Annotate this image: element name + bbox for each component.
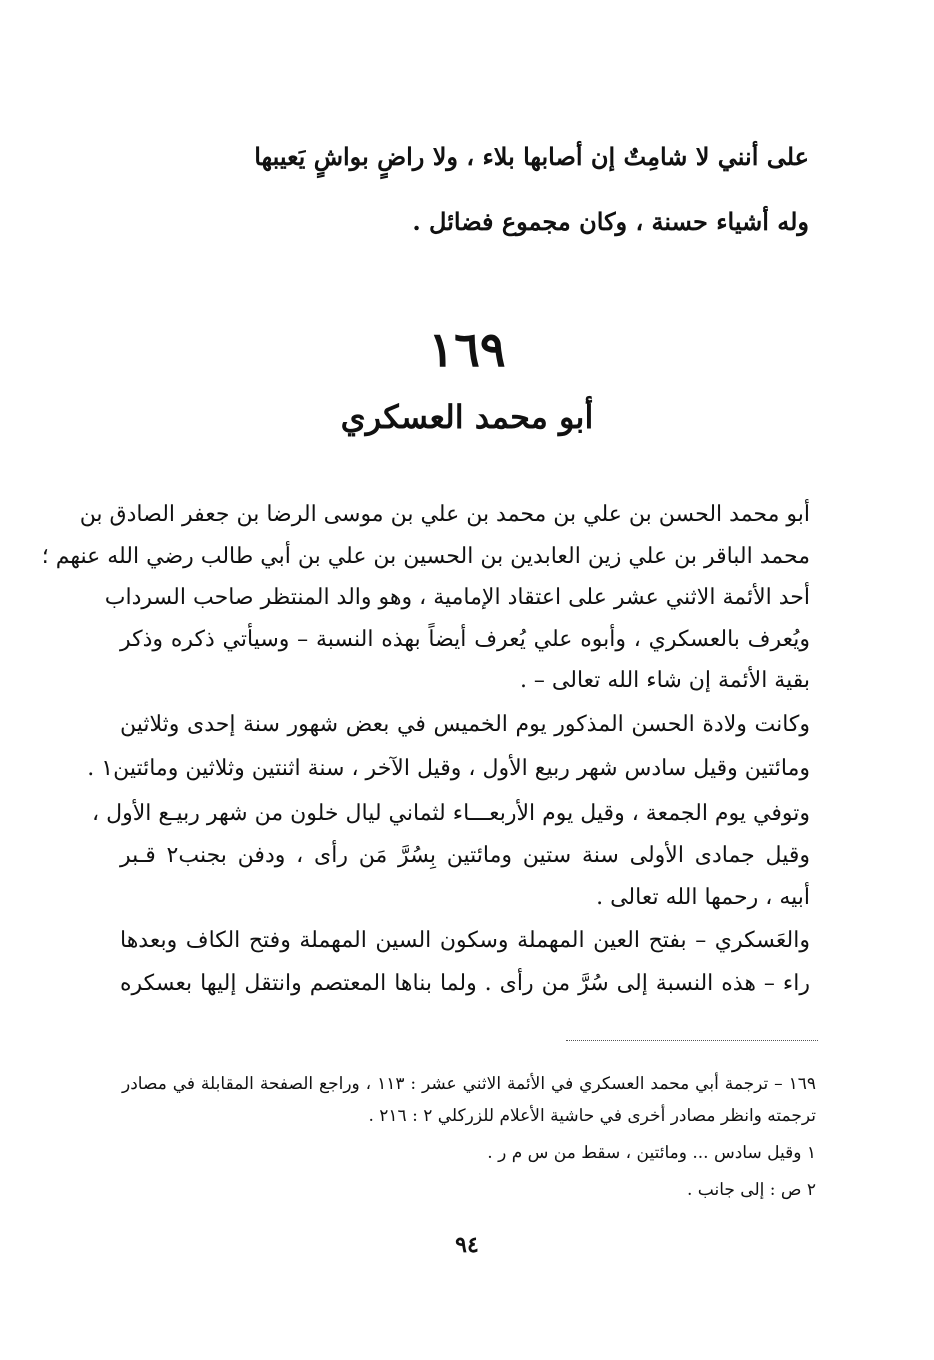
verse-line-2: وله أشياء حسنة ، وكان مجموع فضائل . [412,207,809,236]
body-line: والعَسكري – بفتح العين المهملة وسكون السين المهملة وفتح الكاف وبعدها [120,928,810,953]
footnote-note-2: ٢ ص : إلى جانب . [686,1180,816,1200]
footnote-note-1: ١ وقيل سادس ... ومائتين ، سقط من س م ر . [487,1143,816,1163]
body-line: راء – هذه النسبة إلى سُرَّ من رأى . ولما بناها المعتصم وانتقل إليها بعسكره [120,971,810,996]
verse-line-1: على أنني لا شامِتٌ إن أصابها بلاء ، ولا راضٍ بواشٍ يَعيبها [254,142,809,171]
footnote-separator [566,1040,818,1041]
entry-number: ١٦٩ [428,322,506,378]
body-line: أبو محمد الحسن بن علي بن محمد بن علي بن موسى الرضا بن جعفر الصادق بن [79,502,810,527]
body-line: وكانت ولادة الحسن المذكور يوم الخميس في بعض شهور سنة إحدى وثلاثين [120,712,810,737]
body-line: وقيل جمادى الأولى سنة ستين ومائتين بِسُرَّ مَن رأى ، ودفن بجنب٢ قـبر [120,843,810,868]
body-line: بقية الأئمة إن شاء الله تعالى – . [519,668,810,693]
body-line: ومائتين وقيل سادس شهر ربيع الأول ، وقيل الآخر ، سنة اثنتين وثلاثين ومائتين١ . [87,756,810,781]
footnote-main-line: ترجمته وانظر مصادر أخرى في حاشية الأعلام للزركلي ٢ : ٢١٦ . [368,1106,816,1126]
footnote-main-line: ١٦٩ – ترجمة أبي محمد العسكري في الأئمة الاثني عشر : ١١٣ ، وراجع الصفحة المقابلة في مصادر [122,1074,816,1094]
body-line: ويُعرف بالعسكري ، وأبوه علي يُعرف أيضاً بهذه النسبة – وسيأتي ذكره وذكر [120,627,810,652]
body-line: أحد الأئمة الاثني عشر على اعتقاد الإمامية ، وهو والد المنتظر صاحب السرداب [104,585,810,610]
body-line: وتوفي يوم الجمعة ، وقيل يوم الأربعـــاء لثماني ليال خلون من شهر ربيـع الأول ، [92,801,810,826]
entry-title: أبو محمد العسكري [340,398,594,436]
body-line: محمد الباقر بن علي زين العابدين بن الحسين بن علي بن أبي طالب رضي الله عنهم ؛ [41,544,810,569]
body-line: أبيه ، رحمها الله تعالى . [596,885,810,910]
page-number: ٩٤ [455,1232,479,1258]
